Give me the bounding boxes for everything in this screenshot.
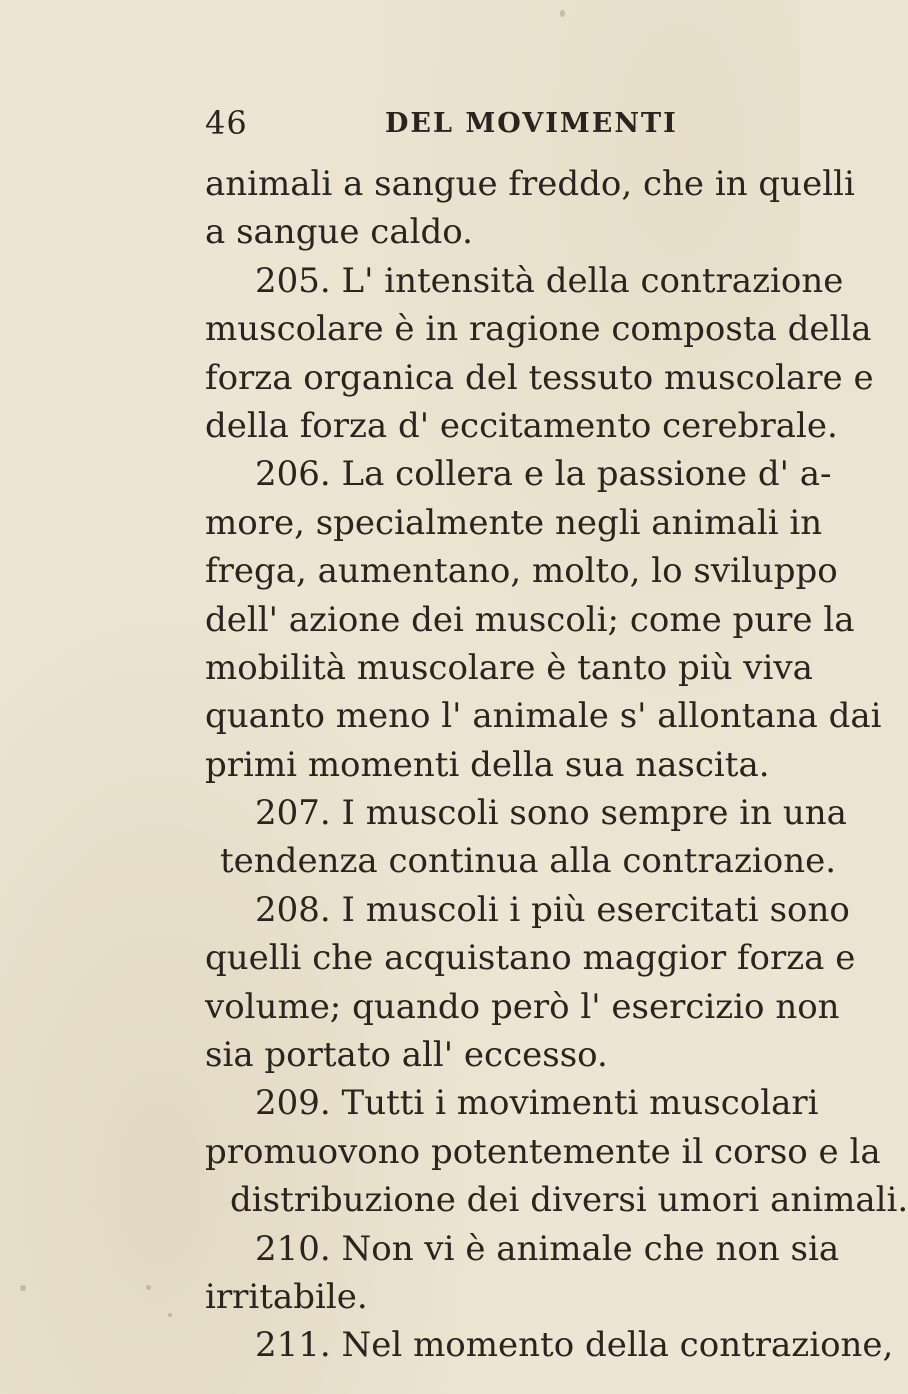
text-line: sia portato all' eccesso.	[205, 1035, 608, 1076]
ink-speck	[232, 1290, 236, 1294]
text-line: della forza d' eccitamento cerebrale.	[205, 405, 838, 446]
text-line: promuovono potentemente il corso e la	[205, 1131, 881, 1172]
ink-speck	[20, 1285, 26, 1291]
text-line: quelli che acquistano maggior forza e	[205, 938, 856, 979]
paragraph-207-start: 207. I muscoli sono sempre in una	[255, 793, 847, 834]
ink-speck	[168, 1313, 172, 1317]
paragraph-208-start: 208. I muscoli i più esercitati sono	[255, 889, 850, 930]
text-line: frega, aumentano, molto, lo sviluppo	[205, 551, 838, 592]
body-text	[205, 160, 908, 1370]
paragraph-206-start: 206. La collera e la passione d' a-	[255, 454, 832, 495]
text-line: distribuzione dei diversi umori animali.	[230, 1180, 908, 1221]
text-line: a sangue caldo.	[205, 212, 473, 253]
paragraph-211-start: 211. Nel momento della contrazione,	[255, 1325, 894, 1366]
text-line: more, specialmente negli animali in	[205, 502, 823, 543]
ink-speck	[560, 10, 565, 17]
paragraph-209-start: 209. Tutti i movimenti muscolari	[255, 1083, 819, 1124]
paragraph-205-start: 205. L' intensità della contrazione	[255, 260, 844, 301]
text-line: forza organica del tessuto muscolare e	[205, 357, 874, 398]
running-head	[205, 104, 765, 144]
text-line: irritabile.	[205, 1276, 368, 1317]
page-number: 46	[205, 104, 248, 142]
text-line: primi momenti della sua nascita.	[205, 744, 770, 785]
paragraph-210-start: 210. Non vi è animale che non sia	[255, 1228, 840, 1269]
text-line: tendenza continua alla contrazione.	[220, 841, 837, 882]
text-line: dell' azione dei muscoli; come pure la	[205, 599, 855, 640]
text-line: animali a sangue freddo, che in quelli	[205, 164, 855, 204]
ink-speck	[146, 1285, 151, 1290]
text-line: mobilità muscolare è tanto più viva	[205, 647, 813, 688]
text-line: volume; quando però l' esercizio non	[205, 986, 840, 1027]
running-title: DEL MOVIMENTI	[385, 108, 678, 139]
text-line: muscolare è in ragione composta della	[205, 309, 872, 350]
text-line: quanto meno l' animale s' allontana dai	[205, 696, 882, 737]
